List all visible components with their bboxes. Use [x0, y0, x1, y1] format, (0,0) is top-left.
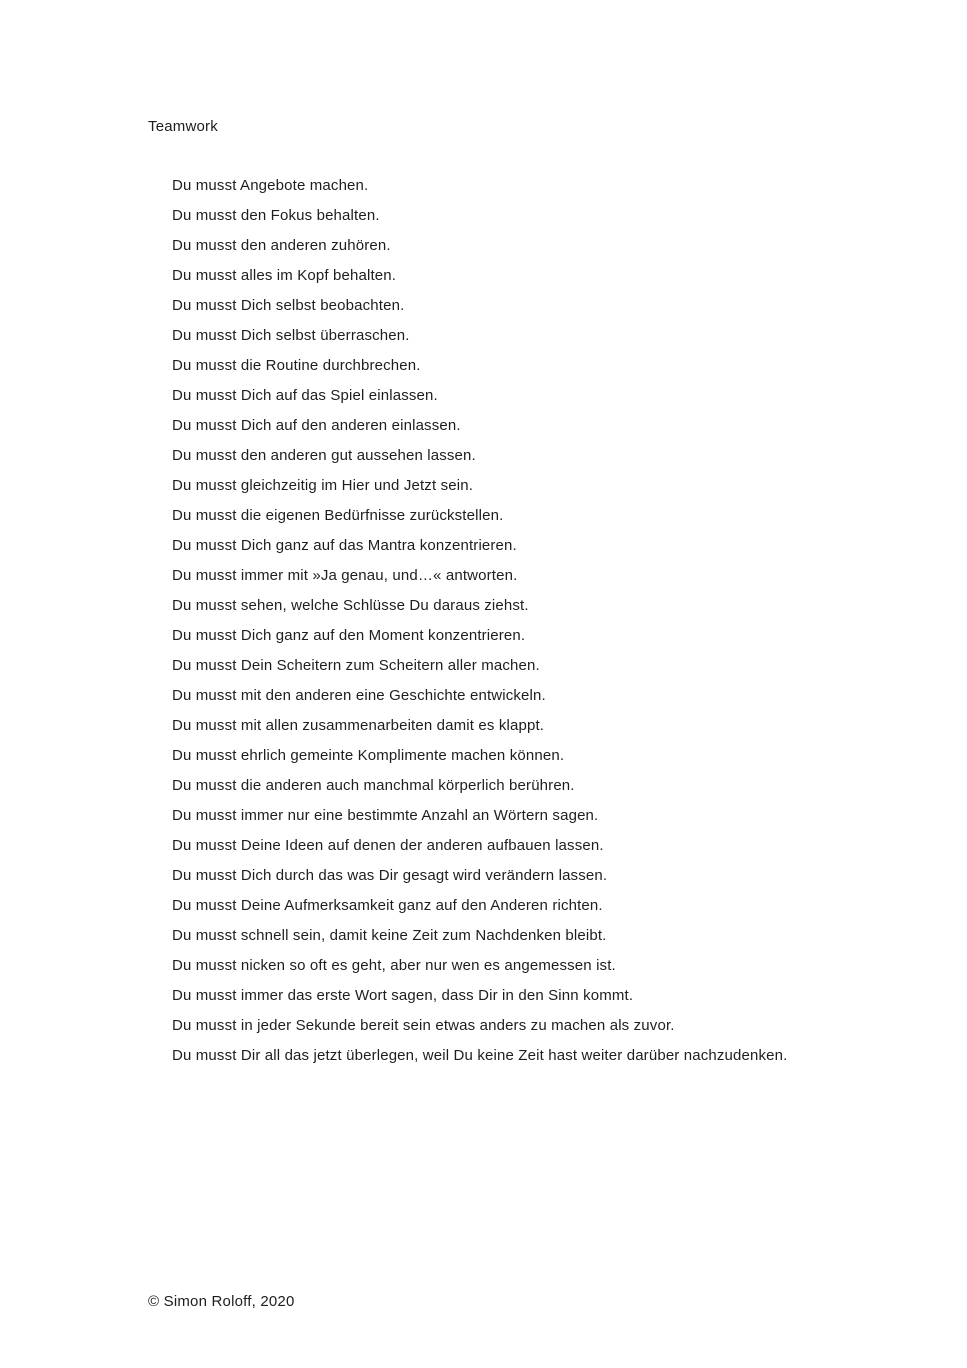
- mantra-line: Du musst in jeder Sekunde bereit sein etwas anders zu machen als zuvor.: [172, 1017, 675, 1034]
- mantra-line: Du musst Deine Ideen auf denen der anderen aufbauen lassen.: [172, 837, 604, 854]
- mantra-line: Du musst die eigenen Bedürfnisse zurückstellen.: [172, 507, 504, 524]
- mantra-line: Du musst Deine Aufmerksamkeit ganz auf den Anderen richten.: [172, 897, 603, 914]
- mantra-line: Du musst mit den anderen eine Geschichte entwickeln.: [172, 687, 546, 704]
- mantra-line: Du musst Dich selbst beobachten.: [172, 297, 405, 314]
- page-title: Teamwork: [148, 118, 218, 135]
- mantra-line: Du musst Dich ganz auf das Mantra konzentrieren.: [172, 537, 517, 554]
- mantra-line: Du musst den Fokus behalten.: [172, 207, 380, 224]
- mantra-list: [172, 171, 787, 1071]
- mantra-line: Du musst schnell sein, damit keine Zeit zum Nachdenken bleibt.: [172, 927, 607, 944]
- mantra-line: Du musst Dich ganz auf den Moment konzentrieren.: [172, 627, 526, 644]
- mantra-line: Du musst den anderen zuhören.: [172, 237, 391, 254]
- copyright-footer: © Simon Roloff, 2020: [148, 1293, 295, 1310]
- mantra-line: Du musst Dein Scheitern zum Scheitern aller machen.: [172, 657, 540, 674]
- mantra-line: Du musst sehen, welche Schlüsse Du daraus ziehst.: [172, 597, 529, 614]
- mantra-line: Du musst alles im Kopf behalten.: [172, 267, 397, 284]
- mantra-line: Du musst immer das erste Wort sagen, dass Dir in den Sinn kommt.: [172, 987, 634, 1004]
- mantra-line: Du musst Angebote machen.: [172, 177, 369, 194]
- mantra-line: Du musst die Routine durchbrechen.: [172, 357, 421, 374]
- mantra-line: Du musst immer nur eine bestimmte Anzahl an Wörtern sagen.: [172, 807, 599, 824]
- mantra-line: Du musst Dich selbst überraschen.: [172, 327, 410, 344]
- mantra-line: Du musst die anderen auch manchmal körperlich berühren.: [172, 777, 575, 794]
- mantra-line: Du musst Dich auf den anderen einlassen.: [172, 417, 461, 434]
- mantra-line: Du musst den anderen gut aussehen lassen.: [172, 447, 476, 464]
- mantra-line: Du musst Dir all das jetzt überlegen, weil Du keine Zeit hast weiter darüber nachzudenken.: [172, 1047, 788, 1064]
- mantra-line: Du musst mit allen zusammenarbeiten damit es klappt.: [172, 717, 545, 734]
- mantra-line: Du musst Dich auf das Spiel einlassen.: [172, 387, 438, 404]
- mantra-line: Du musst gleichzeitig im Hier und Jetzt sein.: [172, 477, 474, 494]
- mantra-line: Du musst immer mit »Ja genau, und…« antworten.: [172, 567, 518, 584]
- mantra-line: Du musst nicken so oft es geht, aber nur wen es angemessen ist.: [172, 957, 616, 974]
- mantra-line: Du musst Dich durch das was Dir gesagt wird verändern lassen.: [172, 867, 608, 884]
- mantra-line: Du musst ehrlich gemeinte Komplimente machen können.: [172, 747, 565, 764]
